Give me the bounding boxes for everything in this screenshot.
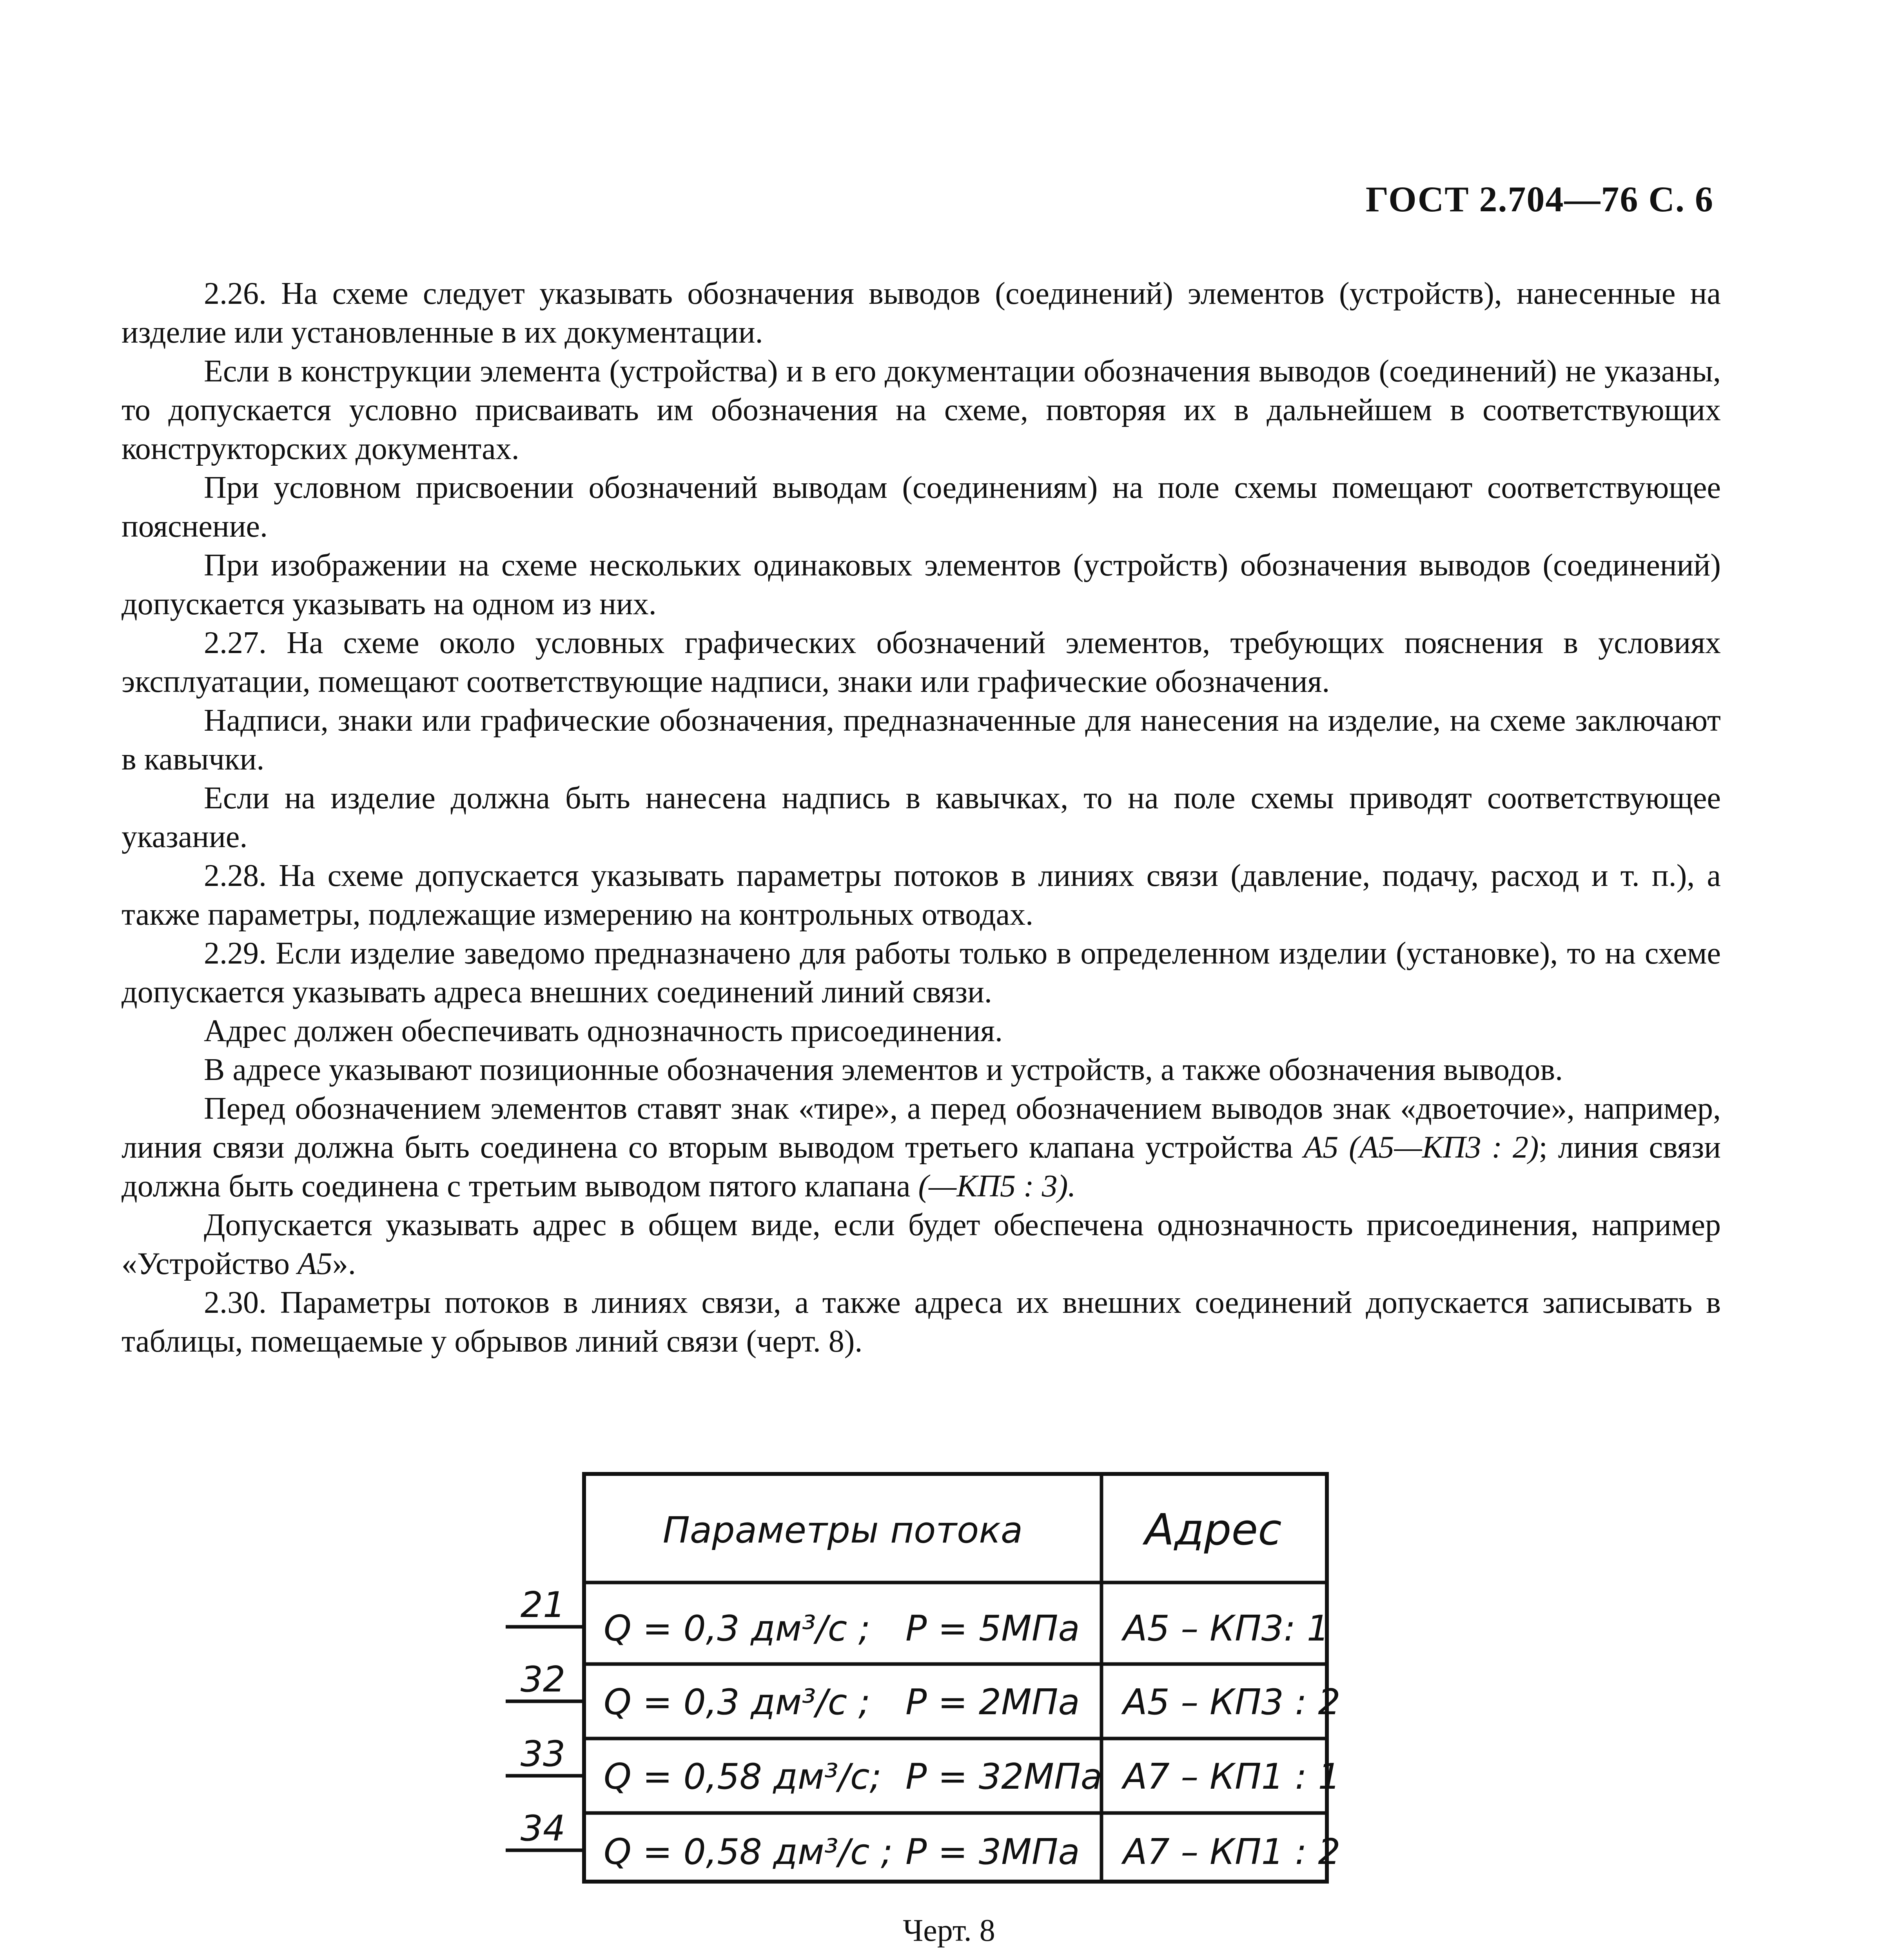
flow-rate: Q = 0,3 дм³/с ; — [604, 1608, 871, 1649]
paragraph: Если на изделие должна быть нанесена надпись в кавычках, то на поле схемы приводят соответствующее указание. — [122, 781, 1721, 854]
figure-8-drawing — [490, 1472, 1352, 1907]
paragraph-general-address — [122, 1206, 1721, 1283]
flow-rate: Q = 0,58 дм³/с; — [604, 1756, 882, 1797]
italic-address: (—КП5 : 3). — [918, 1169, 1076, 1203]
address-value: А5 – КП3 : 2 — [1123, 1682, 1341, 1723]
figure-caption: Черт. 8 — [903, 1913, 995, 1948]
text-run: ; линия связи должна быть соединена с третьим выводом пятого клапана — [122, 1130, 1721, 1203]
line-number: 33 — [520, 1733, 566, 1775]
paragraph-address-example — [122, 1089, 1721, 1206]
text-run: ». — [332, 1247, 356, 1281]
paragraph-2-30: 2.30. Параметры потоков в линиях связи, а также адреса их внешних соединений допускается записывать в таблицы, помещаемые у обрывов линий связи (черт. 8). — [122, 1285, 1721, 1359]
address-value: А5 – КП3: 1 — [1123, 1608, 1330, 1649]
address-value: А7 – КП1 : 1 — [1123, 1756, 1341, 1797]
paragraph: При изображении на схеме нескольких одинаковых элементов (устройств) обозначения выводов (соединений) допускается указывать на одном из них. — [122, 548, 1721, 621]
paragraph: Адрес должен обеспечивать однозначность присоединения. — [204, 1014, 1003, 1048]
page-header: ГОСТ 2.704—76 С. 6 — [1365, 179, 1714, 219]
paragraph: Если в конструкции элемента (устройства) и в его документации обозначения выводов (соединений) не указаны, то допускается условно присваивать им обозначения на схеме, повторяя их в дальнейшем в соответствующих конструкторских документах. — [122, 354, 1721, 466]
address-value: А7 – КП1 : 2 — [1123, 1831, 1341, 1873]
flow-rate: Q = 0,3 дм³/с ; — [604, 1682, 871, 1723]
paragraph: При условном присвоении обозначений выводам (соединениям) на поле схемы помещают соответствующее пояснение. — [122, 470, 1721, 544]
paragraph-2-29: 2.29. Если изделие заведомо предназначено для работы только в определенном изделии (установке), то на схеме допускается указывать адреса внешних соединений линий связи. — [122, 936, 1721, 1009]
figure-8-table — [490, 1472, 1352, 1907]
italic-address: А5 — [297, 1247, 332, 1281]
paragraph-2-28: 2.28. На схеме допускается указывать параметры потоков в линиях связи (давление, подачу, расход и т. п.), а также параметры, подлежащие измерению на контрольных отводах. — [122, 858, 1721, 932]
text-run: Перед обозначением элементов ставят знак «тире», а перед обозначением выводов знак «двоеточие», например, линия связи должна быть соединена со вторым выводом третьего клапана устройства — [122, 1091, 1721, 1165]
flow-rate: Q = 0,58 дм³/с ; — [604, 1831, 893, 1873]
header-address: Адрес — [1145, 1504, 1282, 1555]
pressure: P = 5МПа — [905, 1608, 1080, 1649]
header-params: Параметры потока — [662, 1509, 1023, 1551]
pressure: P = 32МПа — [905, 1756, 1102, 1797]
italic-address: А5 (А5—КП3 : 2) — [1303, 1130, 1539, 1165]
body-text — [122, 274, 1721, 1361]
pressure: P = 2МПа — [905, 1682, 1080, 1723]
line-number: 34 — [520, 1808, 566, 1849]
text-run: Допускается указывать адрес в общем виде, если будет обеспечена однозначность присоединения, например «Устройство — [122, 1208, 1721, 1281]
paragraph-2-26: 2.26. На схеме следует указывать обозначения выводов (соединений) элементов (устройств), нанесенные на изделие или установленные в их документации. — [122, 276, 1721, 350]
line-number: 21 — [520, 1584, 566, 1626]
paragraph: Надписи, знаки или графические обозначения, предназначенные для нанесения на изделие, на схеме заключают в кавычки. — [122, 703, 1721, 777]
pressure: P = 3МПа — [905, 1831, 1080, 1873]
paragraph: В адресе указывают позиционные обозначения элементов и устройств, а также обозначения выводов. — [204, 1053, 1563, 1087]
line-number: 32 — [520, 1659, 566, 1700]
paragraph-2-27: 2.27. На схеме около условных графических обозначений элементов, требующих пояснения в условиях эксплуатации, помещают соответствующие надписи, знаки или графические обозначения. — [122, 626, 1721, 699]
